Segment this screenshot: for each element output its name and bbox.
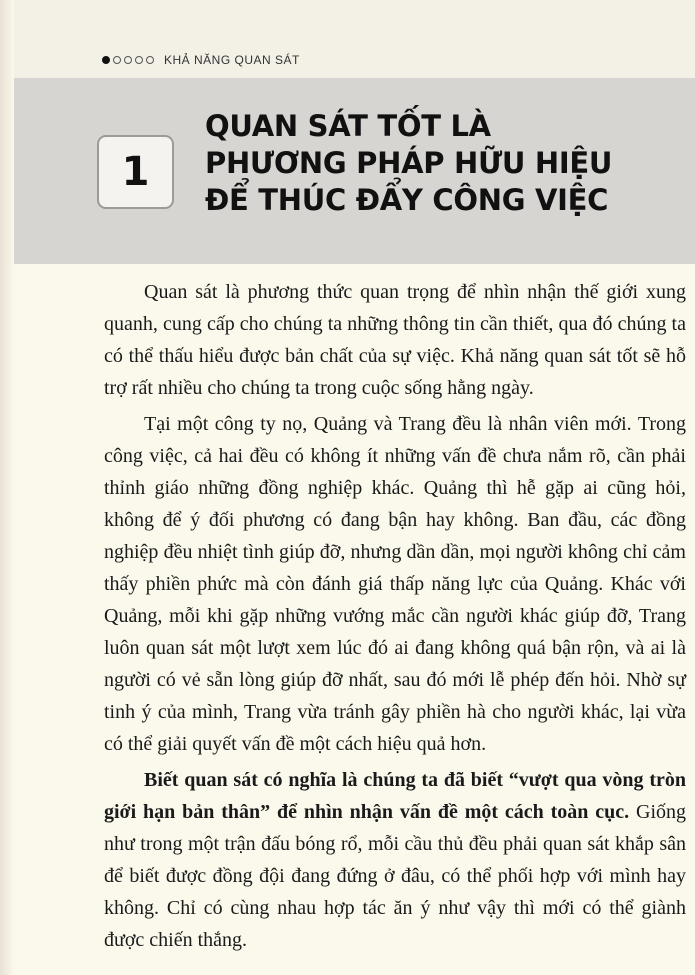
chapter-title-line-2: PHƯƠNG PHÁP HỮU HIỆU — [205, 146, 613, 180]
body-text — [104, 276, 686, 960]
paragraph-3 — [104, 764, 686, 956]
chapter-number: 1 — [121, 149, 150, 195]
chapter-number-box — [97, 135, 174, 209]
paragraph-3-rest: Giống như trong một trận đấu bóng rổ, mỗi cầu thủ đều phải quan sát khắp sân để biết được đồng đội đang đứng ở đâu, có thể phối hợp với mình hay không. Chỉ có cùng nhau hợp tác ăn ý như vậy thì mới có thể giành được chiến thắng. — [104, 801, 686, 951]
paragraph-1: Quan sát là phương thức quan trọng để nhìn nhận thế giới xung quanh, cung cấp cho chúng ta những thông tin cần thiết, qua đó chúng ta có thể thấu hiểu được bản chất của sự việc. Khả năng quan sát tốt sẽ hỗ trợ rất nhiều cho chúng ta trong cuộc sống hằng ngày. — [104, 281, 686, 399]
progress-dots — [102, 56, 154, 64]
chapter-title — [205, 108, 675, 219]
paragraph-3-emphasis: Biết quan sát có nghĩa là chúng ta đã biết “vượt qua vòng tròn giới hạn bản thân” để nhìn nhận vấn đề một cách toàn cục. — [104, 769, 686, 823]
paragraph-2: Tại một công ty nọ, Quảng và Trang đều là nhân viên mới. Trong công việc, cả hai đều có không ít những vấn đề chưa nắm rõ, cần phải thỉnh giáo những đồng nghiệp khác. Quảng thì hễ gặp ai cũng hỏi, không để ý đối phương có đang bận hay không. Ban đầu, các đồng nghiệp đều nhiệt tình giúp đỡ, nhưng dần dần, mọi người không chỉ cảm thấy phiền phức mà còn đánh giá thấp năng lực của Quảng. Khác với Quảng, mỗi khi gặp những vướng mắc cần người khác giúp đỡ, Trang luôn quan sát một lượt xem lúc đó ai đang không quá bận rộn, và ai là người có vẻ sẵn lòng giúp đỡ nhất, sau đó mới lễ phép đến hỏi. Nhờ sự tinh ý của mình, Trang vừa tránh gây phiền hà cho người khác, lại vừa có thể giải quyết vấn đề một cách hiệu quả hơn. — [104, 413, 686, 755]
chapter-title-line-1: QUAN SÁT TỐT LÀ — [205, 109, 491, 143]
chapter-title-line-3: ĐỂ THÚC ĐẨY CÔNG VIỆC — [205, 183, 609, 217]
progress-dot-4 — [135, 56, 143, 64]
running-head — [102, 53, 300, 67]
progress-dot-5 — [146, 56, 154, 64]
progress-dot-3 — [124, 56, 132, 64]
progress-dot-1 — [102, 56, 110, 64]
section-label: KHẢ NĂNG QUAN SÁT — [164, 53, 300, 67]
page-edge — [0, 0, 14, 975]
progress-dot-2 — [113, 56, 121, 64]
